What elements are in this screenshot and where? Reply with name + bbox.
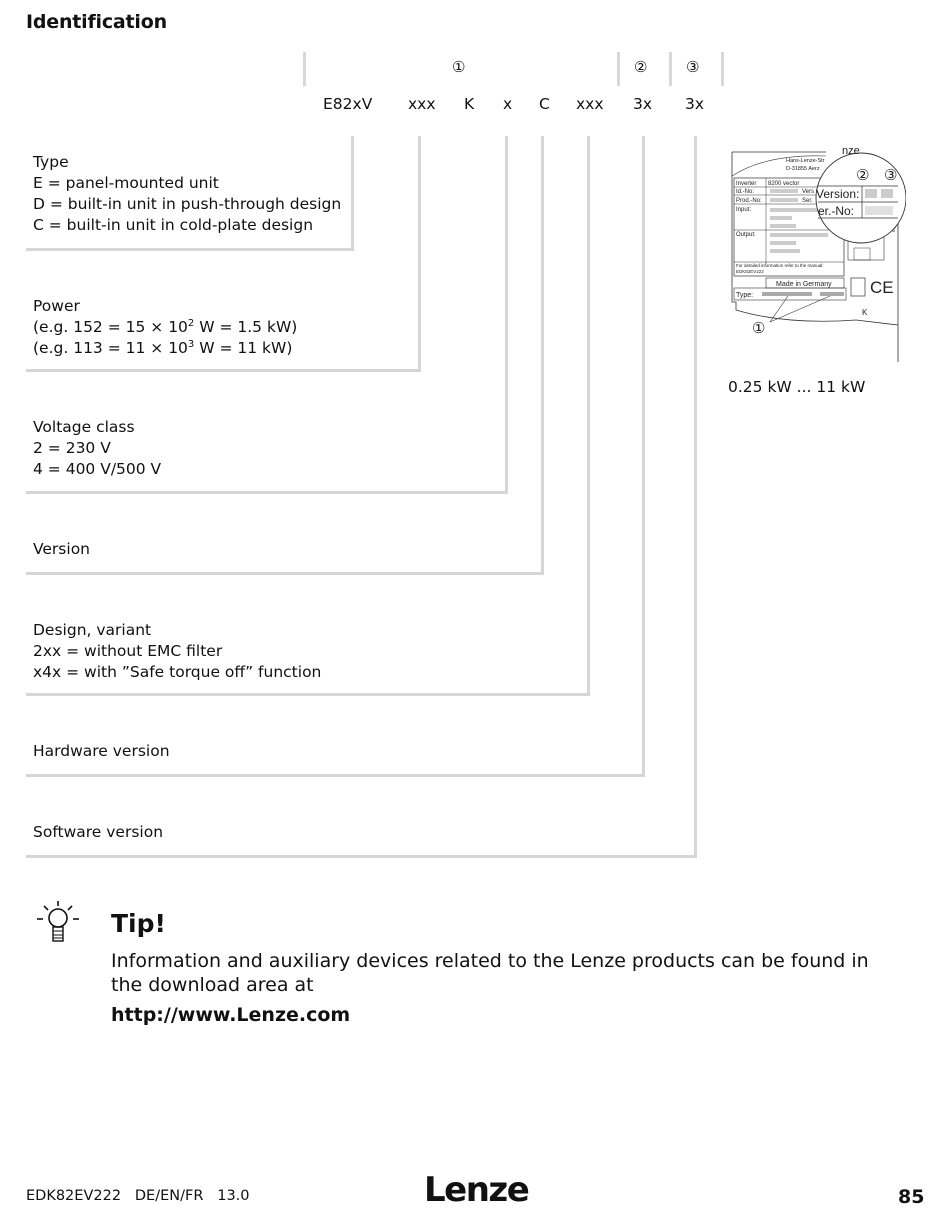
nameplate-brand-partial: nze (842, 145, 860, 157)
nameplate-made-in: Made in Germany (776, 281, 832, 288)
bracket-design-hline (26, 693, 590, 696)
tip-link[interactable]: http://www.Lenze.com (111, 1004, 351, 1026)
bracket-power-hline (26, 369, 421, 372)
marker-2: ② (634, 58, 648, 76)
version-heading: Version (33, 540, 90, 558)
type-line: E = panel-mounted unit (33, 174, 219, 192)
bracket-type-hline (26, 248, 354, 251)
tip-text: Information and auxiliary devices related to the Lenze products can be found in the download area at (111, 950, 869, 996)
bracket-voltage-hline (26, 491, 508, 494)
power-block (33, 296, 297, 359)
code-voltage: x (503, 95, 513, 113)
header-separator (721, 52, 724, 86)
nameplate-zoom-ser: er.-No: (818, 204, 855, 218)
bracket-type-vline (351, 136, 354, 251)
nameplate-info-2: EDK82EV222 (736, 269, 764, 274)
design-heading: Design, variant (33, 621, 152, 639)
bracket-version-vline (541, 136, 544, 575)
nameplate-address-1: Hans-Lenze-Str (786, 158, 825, 164)
software-heading: Software version (33, 823, 164, 841)
voltage-line: 2 = 230 V (33, 439, 111, 457)
bracket-hardware-hline (26, 774, 645, 777)
nameplate-ser-partial: Ser. (802, 198, 813, 204)
nameplate-illustration (726, 140, 906, 365)
voltage-line: 4 = 400 V/500 V (33, 460, 162, 478)
code-design: xxx (576, 95, 604, 113)
nameplate-vers-partial: Vers (802, 189, 815, 195)
power-example-1: (e.g. $152 = 15 \times 10^2$ W = 1.5 kW) (33, 317, 298, 336)
hardware-block (33, 741, 170, 762)
nameplate-k-label: K (862, 308, 868, 317)
nameplate-input-label: Input: (736, 207, 752, 213)
header-separator (669, 52, 672, 86)
bracket-voltage-vline (505, 136, 508, 494)
marker-3: ③ (686, 58, 700, 76)
marker-1: ① (452, 58, 466, 76)
code-software: 3x (685, 95, 705, 113)
nameplate-type-label: Type: (736, 292, 754, 299)
page-number: 85 (898, 1186, 925, 1208)
type-block (33, 152, 341, 236)
nameplate-output-label: Output: (736, 232, 756, 238)
nameplate-inverter-value: 8200 vector (768, 181, 800, 187)
nameplate-info-1: For detailed information refer to the manual: (736, 263, 824, 268)
lenze-logo: Lenze (424, 1170, 529, 1210)
code-type: K (464, 95, 475, 113)
voltage-block (33, 417, 161, 480)
design-block (33, 620, 321, 683)
code-hardware: 3x (633, 95, 653, 113)
tip-title: Tip! (111, 909, 166, 938)
nameplate-address-2: D-31855 Aerz (786, 166, 820, 172)
power-range: 0.25 kW ... 11 kW (728, 378, 866, 396)
bracket-software-vline (694, 136, 697, 858)
type-line: C = built-in unit in cold-plate design (33, 216, 314, 234)
type-heading: Type (33, 153, 69, 171)
nameplate-id-label: Id.-No: (736, 189, 755, 195)
nameplate-marker-1: ① (752, 320, 766, 337)
page-title: Identification (26, 11, 167, 33)
version-block (33, 539, 90, 560)
lightbulb-icon (33, 900, 83, 948)
power-example-2: (e.g. $113 = 11 \times 10^3$ W = 11 kW) (33, 338, 293, 357)
nameplate-inverter-label: Inverter (736, 181, 757, 187)
code-series: E82xV (323, 95, 373, 113)
bracket-design-vline (587, 136, 590, 696)
hardware-heading: Hardware version (33, 742, 170, 760)
design-line: 2xx = without EMC filter (33, 642, 223, 660)
bracket-power-vline (418, 136, 421, 372)
nameplate-marker-3: ③ (884, 167, 898, 184)
nameplate-zoom-version: Version: (816, 187, 860, 201)
bracket-hardware-vline (642, 136, 645, 777)
header-separator (617, 52, 620, 86)
nameplate-marker-2: ② (856, 167, 870, 184)
footer-doc-id: EDK82EV222 DE/EN/FR 13.0 (26, 1188, 250, 1204)
ce-mark: CE (870, 278, 894, 297)
code-power: xxx (408, 95, 436, 113)
power-heading: Power (33, 297, 80, 315)
code-version: C (539, 95, 550, 113)
nameplate-prod-label: Prod.-No: (736, 198, 762, 204)
bracket-software-hline (26, 855, 697, 858)
header-separator (303, 52, 306, 86)
bracket-version-hline (26, 572, 544, 575)
design-line: x4x = with ”Safe torque off” function (33, 663, 322, 681)
type-line: D = built-in unit in push-through design (33, 195, 342, 213)
software-block (33, 822, 163, 843)
voltage-heading: Voltage class (33, 418, 135, 436)
